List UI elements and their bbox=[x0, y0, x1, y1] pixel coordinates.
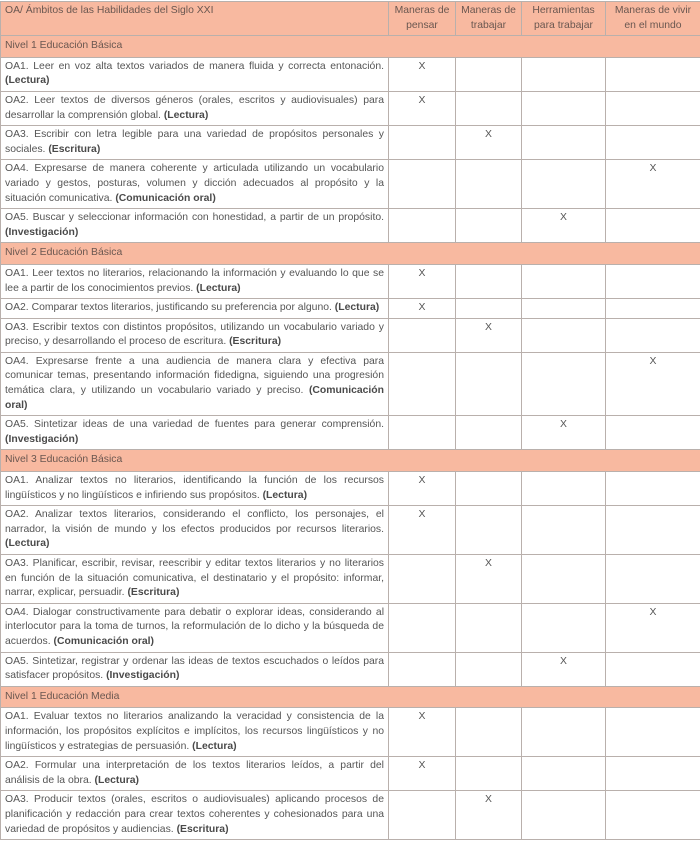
objective-cell bbox=[1, 160, 389, 209]
mark-cell bbox=[606, 708, 700, 757]
mark-cell bbox=[522, 299, 606, 319]
objective-cell bbox=[1, 57, 389, 91]
mark-cell bbox=[456, 472, 522, 506]
objective-cell bbox=[1, 299, 389, 319]
mark-cell: X bbox=[389, 708, 456, 757]
objective-cell bbox=[1, 264, 389, 298]
table-body bbox=[1, 36, 700, 840]
mark-cell bbox=[606, 57, 700, 91]
mark-cell: X bbox=[389, 757, 456, 791]
section-title: Nivel 1 Educación Media bbox=[1, 686, 700, 708]
objective-axis: (Investigación) bbox=[5, 434, 78, 445]
mark-cell: X bbox=[456, 126, 522, 160]
objective-axis: (Escritura) bbox=[48, 144, 100, 155]
mark-cell bbox=[606, 506, 700, 555]
objective-axis: (Escritura) bbox=[177, 824, 229, 835]
table-row bbox=[1, 757, 700, 791]
table-row bbox=[1, 708, 700, 757]
objective-axis: (Lectura) bbox=[5, 538, 49, 549]
mark-cell bbox=[389, 160, 456, 209]
objective-cell bbox=[1, 318, 389, 352]
mark-cell bbox=[389, 318, 456, 352]
skills-table bbox=[0, 1, 700, 840]
header-herramientas-para-trabajar: Herramientas para trabajar bbox=[522, 2, 606, 36]
mark-cell bbox=[606, 416, 700, 450]
mark-cell bbox=[389, 603, 456, 652]
mark-cell bbox=[389, 791, 456, 840]
objective-text: OA1. Analizar textos no literarios, identificando la función de los recursos lingüísticos y no lingüísticos e infiriendo sus propósitos. bbox=[5, 475, 384, 501]
mark-cell bbox=[456, 708, 522, 757]
mark-cell: X bbox=[389, 472, 456, 506]
objective-text: OA3. Escribir textos con distintos propósitos, utilizando un vocabulario variado y preciso, y desarrollando el proceso de escritura. bbox=[5, 322, 384, 348]
objective-cell bbox=[1, 757, 389, 791]
section-row bbox=[1, 450, 700, 472]
objective-cell bbox=[1, 91, 389, 125]
mark-cell bbox=[389, 416, 456, 450]
mark-cell bbox=[456, 209, 522, 243]
mark-cell bbox=[606, 472, 700, 506]
objective-cell bbox=[1, 126, 389, 160]
mark-cell bbox=[606, 652, 700, 686]
table-row bbox=[1, 318, 700, 352]
table-row bbox=[1, 91, 700, 125]
mark-cell bbox=[606, 757, 700, 791]
mark-cell: X bbox=[606, 603, 700, 652]
mark-cell bbox=[606, 299, 700, 319]
objective-cell bbox=[1, 472, 389, 506]
objective-cell bbox=[1, 416, 389, 450]
table-row bbox=[1, 555, 700, 604]
objective-text: OA2. Leer textos de diversos géneros (orales, escritos y audiovisuales) para desarrollar la comprensión global. bbox=[5, 95, 384, 121]
mark-cell: X bbox=[522, 209, 606, 243]
table-row bbox=[1, 299, 700, 319]
objective-text: OA5. Buscar y seleccionar información con honestidad, a partir de un propósito. bbox=[5, 212, 384, 223]
mark-cell bbox=[456, 416, 522, 450]
mark-cell bbox=[389, 209, 456, 243]
mark-cell: X bbox=[456, 791, 522, 840]
mark-cell: X bbox=[606, 352, 700, 415]
mark-cell bbox=[456, 652, 522, 686]
objective-axis: (Lectura) bbox=[335, 302, 379, 313]
objective-axis: (Comunicación oral) bbox=[5, 385, 384, 411]
objective-axis: (Escritura) bbox=[127, 587, 179, 598]
mark-cell bbox=[606, 791, 700, 840]
mark-cell bbox=[389, 126, 456, 160]
table-row bbox=[1, 57, 700, 91]
mark-cell bbox=[456, 352, 522, 415]
mark-cell bbox=[606, 126, 700, 160]
objective-cell bbox=[1, 652, 389, 686]
mark-cell: X bbox=[606, 160, 700, 209]
objective-text: OA2. Formular una interpretación de los textos literarios leídos, a partir del análisis de la obra. bbox=[5, 760, 384, 786]
table-row bbox=[1, 791, 700, 840]
mark-cell bbox=[522, 160, 606, 209]
mark-cell bbox=[522, 555, 606, 604]
objective-cell bbox=[1, 603, 389, 652]
table-row bbox=[1, 160, 700, 209]
objective-axis: (Comunicación oral) bbox=[54, 636, 154, 647]
table-row bbox=[1, 352, 700, 415]
objective-cell bbox=[1, 352, 389, 415]
mark-cell bbox=[522, 318, 606, 352]
objective-axis: (Lectura) bbox=[263, 490, 307, 501]
header-title: OA/ Ámbitos de las Habilidades del Siglo XXI bbox=[1, 2, 389, 36]
objective-axis: (Lectura) bbox=[164, 110, 208, 121]
objective-text: OA1. Leer en voz alta textos variados de manera fluida y correcta entonación. bbox=[5, 61, 384, 72]
mark-cell bbox=[456, 160, 522, 209]
section-title: Nivel 3 Educación Básica bbox=[1, 450, 700, 472]
mark-cell bbox=[522, 472, 606, 506]
mark-cell bbox=[606, 318, 700, 352]
objective-axis: (Lectura) bbox=[5, 75, 49, 86]
mark-cell: X bbox=[456, 318, 522, 352]
objective-text: OA4. Expresarse frente a una audiencia de manera clara y efectiva para comunicar temas, presentando información fidedigna, siguiendo una progresión temática clara, y utilizando un vocabulario variado y preciso. bbox=[5, 356, 384, 396]
table-row bbox=[1, 472, 700, 506]
objective-text: OA3. Planificar, escribir, revisar, reescribir y editar textos literarios y no literarios en función de la situación comunicativa, el destinatario y el propósito: informar, narrar, explicar, persuadir. bbox=[5, 558, 384, 598]
mark-cell: X bbox=[389, 264, 456, 298]
section-title: Nivel 1 Educación Básica bbox=[1, 36, 700, 58]
objective-text: OA4. Dialogar constructivamente para debatir o explorar ideas, considerando al interlocutor para la toma de turnos, la reformulación de lo dicho y la búsqueda de acuerdos. bbox=[5, 607, 384, 647]
section-row bbox=[1, 36, 700, 58]
objective-text: OA1. Evaluar textos no literarios analizando la veracidad y consistencia de la información, los propósitos explícitos e implícitos, los recursos lingüísticos y no lingüísticos y estrategias de persuasión. bbox=[5, 711, 384, 751]
mark-cell: X bbox=[389, 506, 456, 555]
table-row bbox=[1, 126, 700, 160]
objective-text: OA5. Sintetizar, registrar y ordenar las ideas de textos escuchados o leídos para satisfacer propósitos. bbox=[5, 656, 384, 682]
mark-cell bbox=[522, 506, 606, 555]
objective-cell bbox=[1, 708, 389, 757]
table-row bbox=[1, 506, 700, 555]
objective-axis: (Escritura) bbox=[229, 336, 281, 347]
mark-cell bbox=[389, 352, 456, 415]
section-row bbox=[1, 686, 700, 708]
mark-cell bbox=[522, 57, 606, 91]
mark-cell bbox=[522, 708, 606, 757]
mark-cell: X bbox=[522, 416, 606, 450]
objective-cell bbox=[1, 555, 389, 604]
mark-cell bbox=[456, 264, 522, 298]
section-title: Nivel 2 Educación Básica bbox=[1, 243, 700, 265]
objective-text: OA3. Producir textos (orales, escritos o audiovisuales) aplicando procesos de planificación y redacción para crear textos coherentes y cohesionados para una variedad de propósitos y audiencias. bbox=[5, 794, 384, 834]
mark-cell bbox=[389, 652, 456, 686]
objective-text: OA2. Comparar textos literarios, justificando su preferencia por alguno. bbox=[5, 302, 332, 313]
mark-cell bbox=[522, 91, 606, 125]
objective-text: OA5. Sintetizar ideas de una variedad de fuentes para generar comprensión. bbox=[5, 419, 384, 430]
objective-axis: (Lectura) bbox=[196, 283, 240, 294]
table-row bbox=[1, 264, 700, 298]
mark-cell bbox=[522, 757, 606, 791]
objective-axis: (Investigación) bbox=[106, 670, 179, 681]
table-row bbox=[1, 603, 700, 652]
mark-cell bbox=[456, 57, 522, 91]
objective-cell bbox=[1, 209, 389, 243]
objective-text: OA4. Expresarse de manera coherente y articulada utilizando un vocabulario variado y gestos, posturas, volumen y dicción adecuados al propósito y la situación comunicativa. bbox=[5, 163, 384, 203]
header-maneras-de-trabajar: Maneras de trabajar bbox=[456, 2, 522, 36]
mark-cell bbox=[389, 555, 456, 604]
objective-axis: (Investigación) bbox=[5, 227, 78, 238]
objective-cell bbox=[1, 506, 389, 555]
table-row bbox=[1, 416, 700, 450]
mark-cell bbox=[522, 603, 606, 652]
mark-cell: X bbox=[389, 57, 456, 91]
table-row bbox=[1, 209, 700, 243]
mark-cell bbox=[522, 352, 606, 415]
header-maneras-de-pensar: Maneras de pensar bbox=[389, 2, 456, 36]
objective-axis: (Comunicación oral) bbox=[115, 193, 215, 204]
mark-cell: X bbox=[456, 555, 522, 604]
mark-cell bbox=[522, 126, 606, 160]
mark-cell: X bbox=[389, 91, 456, 125]
header-row bbox=[1, 2, 700, 36]
objective-axis: (Lectura) bbox=[192, 741, 236, 752]
objective-axis: (Lectura) bbox=[95, 775, 139, 786]
mark-cell bbox=[606, 91, 700, 125]
objective-text: OA1. Leer textos no literarios, relacionando la información y evaluando lo que se lee a partir de los conocimientos previos. bbox=[5, 268, 384, 294]
mark-cell: X bbox=[389, 299, 456, 319]
objective-cell bbox=[1, 791, 389, 840]
mark-cell bbox=[456, 603, 522, 652]
mark-cell bbox=[456, 506, 522, 555]
mark-cell bbox=[522, 264, 606, 298]
mark-cell bbox=[606, 264, 700, 298]
mark-cell bbox=[522, 791, 606, 840]
mark-cell bbox=[456, 91, 522, 125]
mark-cell bbox=[606, 555, 700, 604]
objective-text: OA2. Analizar textos literarios, considerando el conflicto, los personajes, el narrador, la visión de mundo y los efectos producidos por recursos literarios. bbox=[5, 509, 384, 535]
table-row bbox=[1, 652, 700, 686]
mark-cell bbox=[456, 757, 522, 791]
header-maneras-de-vivir: Maneras de vivir en el mundo bbox=[606, 2, 700, 36]
section-row bbox=[1, 243, 700, 265]
mark-cell: X bbox=[522, 652, 606, 686]
mark-cell bbox=[606, 209, 700, 243]
mark-cell bbox=[456, 299, 522, 319]
objective-text: OA3. Escribir con letra legible para una variedad de propósitos personales y sociales. bbox=[5, 129, 384, 155]
